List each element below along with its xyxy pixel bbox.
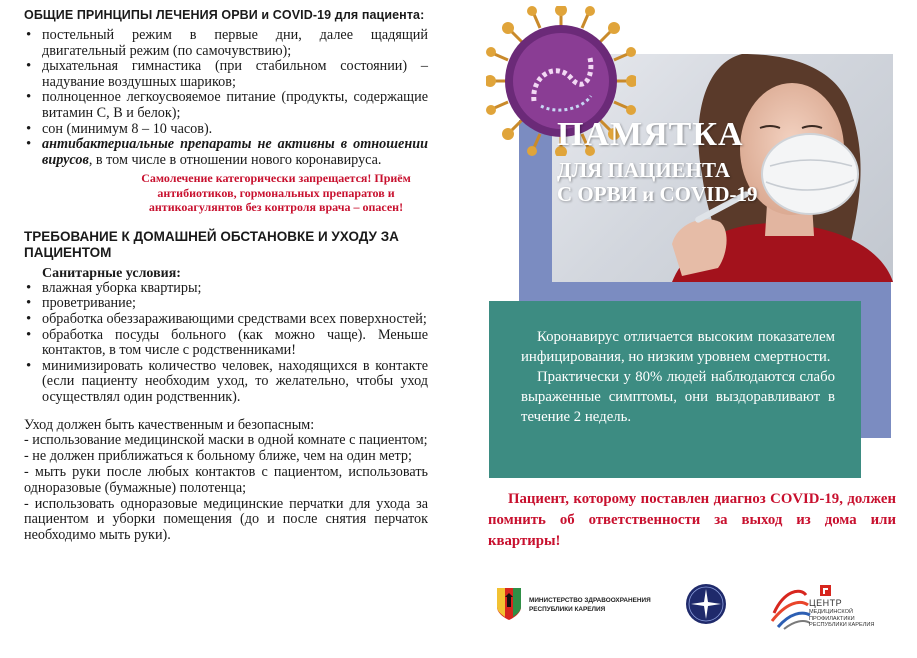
antibiotics-emphasis: антибактериальные препараты не активны в отношении вирусов [42, 136, 428, 168]
sanitary-title: Санитарные условия: [42, 265, 181, 281]
karelia-coat-of-arms-icon [496, 587, 522, 621]
list-item: • дыхательная гимнастика (при стабильном состоянии) – надувание воздушных шариков; [24, 59, 428, 90]
responsibility-warning: Пациент, которому поставлен диагноз COVID-19, должен помнить об ответственности за выход из дома или квартиры! [488, 491, 896, 549]
center-line-2: РЕСПУБЛИКИ КАРЕЛИЯ [809, 622, 875, 629]
center-logo-text [809, 609, 896, 629]
logos-footer [496, 583, 896, 633]
treatment-list [24, 28, 428, 168]
title-sub-1: ДЛЯ ПАЦИЕНТА [557, 158, 731, 182]
sanitary-list [24, 281, 428, 406]
care-item: - мыть руки после любых контактов с пациентом, использовать одноразовые (бумажные) полотенца; [24, 463, 428, 496]
center-logo-brand: ЦЕНТР [809, 598, 843, 608]
home-requirements-heading: ТРЕБОВАНИЕ К ДОМАШНЕЙ ОБСТАНОВКЕ И УХОДУ ЗА ПАЦИЕНТОМ [24, 228, 399, 260]
center-line-1: МЕДИЦИНСКОЙ ПРОФИЛАКТИКИ [809, 609, 855, 622]
list-item: • обработка обеззараживающими средствами всех поверхностей; [24, 312, 428, 328]
care-section [24, 418, 428, 544]
care-item: - не должен приближаться к больному ближе, чем на один метр; [24, 448, 412, 465]
treatment-heading: ОБЩИЕ ПРИНЦИПЫ ЛЕЧЕНИЯ ОРВИ и COVID-19 для пациента: [24, 8, 425, 22]
care-item: - использование медицинской маски в одной комнате с пациентом; [24, 432, 428, 449]
info-paragraph: Коронавирус отличается высоким показателем инфицирования, но низким уровнем смертности. [521, 329, 835, 365]
list-item: • постельный режим в первые дни, далее щадящий двигательный режим (по самочувствию); [24, 28, 428, 59]
list-item: • сон (минимум 8 – 10 часов). [24, 122, 428, 138]
care-item: - использовать одноразовые медицинские перчатки для ухода за пациентом и уборки помещения (до и после снятия перчаток необходимо мыть руки). [24, 495, 428, 544]
star-emblem-icon [685, 583, 727, 625]
list-item: • проветривание; [24, 296, 428, 312]
ministry-line-1: МИНИСТЕРСТВО ЗДРАВООХРАНЕНИЯ [529, 597, 651, 604]
list-item: • обработка посуды больного (как можно чаще). Меньше контактов, в том числе с родственниками! [24, 328, 428, 359]
leaflet-title [557, 116, 758, 206]
care-intro: Уход должен быть качественным и безопасным: [24, 416, 315, 433]
left-column [24, 8, 428, 544]
list-item: • полноценное легкоусвояемое питание (продукты, содержащие витамин С, В и белок); [24, 90, 428, 121]
title-main: ПАМЯТКА [557, 116, 744, 153]
title-sub-2: С ОРВИ и COVID-19 [557, 182, 758, 206]
antibiotics-rest: , в том числе в отношении нового коронавируса. [88, 151, 382, 168]
self-treatment-warning: Самолечение категорически запрещается! Приём антибиотиков, гормональных препаратов и антикоагулянтов без контроля врача – опасен! [141, 171, 411, 215]
list-item: • влажная уборка квартиры; [24, 281, 428, 297]
ministry-line-2: РЕСПУБЛИКИ КАРЕЛИЯ [529, 605, 606, 613]
list-item: • минимизировать количество человек, находящихся в контакте (если пациенту необходим уход, то желательно, чтобы уход осуществлял один родственник). [24, 359, 428, 406]
list-item-antibiotics [24, 137, 428, 168]
info-paragraph: Практически у 80% людей наблюдаются слабо выраженные симптомы, они выздоравливают в течение 2 недель. [521, 369, 835, 425]
ministry-logo-text [529, 597, 651, 614]
info-box [489, 301, 861, 478]
